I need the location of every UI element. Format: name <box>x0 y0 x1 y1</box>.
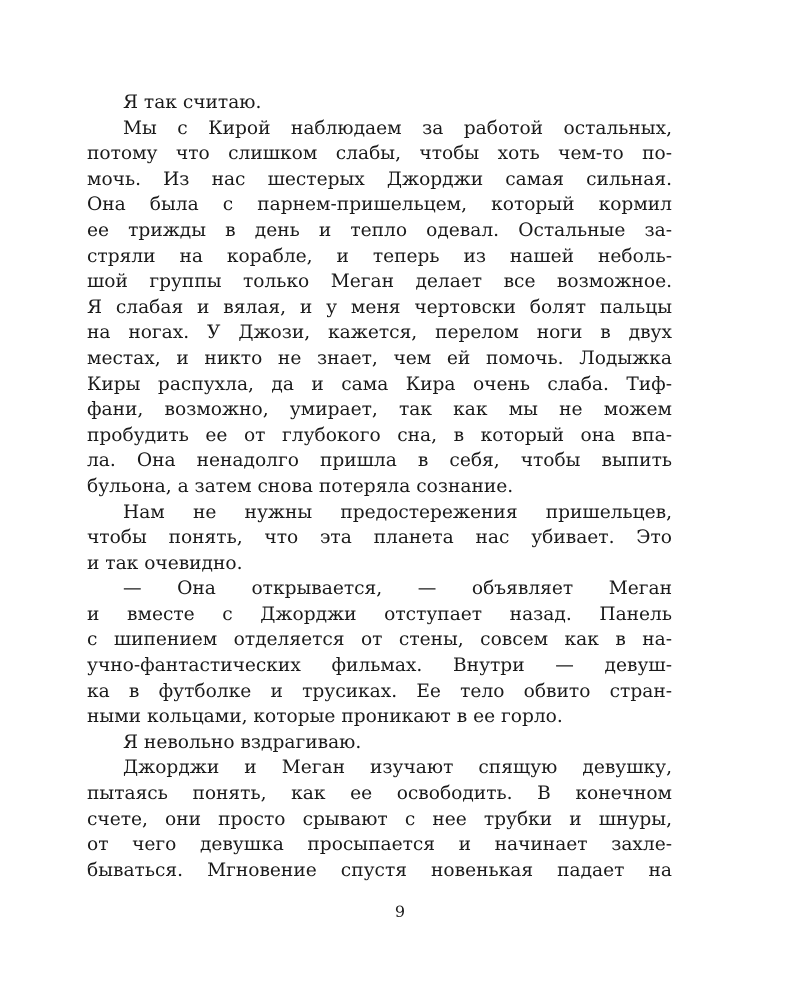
text-line: Я слабая и вялая, и у меня чертовски болят пальцы <box>87 296 672 318</box>
text-line: Джорджи и Меган изучают спящую девушку, <box>123 757 672 779</box>
text-line: бульона, а затем снова потеряла сознание. <box>87 475 514 497</box>
text-line: пробудить ее от глубокого сна, в который она впа- <box>87 424 672 446</box>
page-body <box>87 90 672 883</box>
text-line: шой группы только Меган делает все возможное. <box>87 271 672 293</box>
text-line: мочь. Из нас шестерых Джорджи самая сильная. <box>87 168 672 190</box>
text-line: потому что слишком слабы, чтобы хоть чем-то по- <box>87 143 672 165</box>
text-line: ными кольцами, которые проникают в ее горло. <box>87 706 563 728</box>
text-line: Мы с Кирой наблюдаем за работой остальных, <box>123 117 672 139</box>
text-line: ла. Она ненадолго пришла в себя, чтобы выпить <box>87 450 672 472</box>
text-line: местах, и никто не знает, чем ей помочь. Лодыжка <box>87 347 672 369</box>
text-line: стряли на корабле, и теперь из нашей неболь- <box>87 245 672 267</box>
text-line: фани, возможно, умирает, так как мы не можем <box>87 399 672 421</box>
text-line: ее трижды в день и тепло одевал. Остальные за- <box>87 219 672 241</box>
text-line: пытаясь понять, как ее освободить. В конечном <box>87 783 672 805</box>
text-line: чтобы понять, что эта планета нас убивает. Это <box>87 527 672 549</box>
text-line: и так очевидно. <box>87 552 243 574</box>
text-line: учно-фантастических фильмах. Внутри — девуш- <box>87 655 672 677</box>
text-line: бываться. Мгновение спустя новенькая падает на <box>87 859 672 881</box>
text-line: Нам не нужны предостережения пришельцев, <box>123 501 672 523</box>
text-line: на ногах. У Джози, кажется, перелом ноги в двух <box>87 322 672 344</box>
text-line: Киры распухла, да и сама Кира очень слаба. Тиф- <box>87 373 672 395</box>
text-line: с шипением отделяется от стены, совсем как в на- <box>87 629 672 651</box>
text-line: Она была с парнем-пришельцем, который кормил <box>87 194 672 216</box>
text-line: счете, они просто срывают с нее трубки и шнуры, <box>87 808 672 830</box>
page-number: 9 <box>394 902 406 921</box>
text-line: ка в футболке и трусиках. Ее тело обвито стран- <box>87 680 672 702</box>
text-line: — Она открывается, — объявляет Меган <box>123 578 672 600</box>
text-line: и вместе с Джорджи отступает назад. Панель <box>87 603 672 625</box>
text-line: Я невольно вздрагиваю. <box>123 731 362 753</box>
text-line: Я так считаю. <box>123 92 262 113</box>
text-line: от чего девушка просыпается и начинает захле- <box>87 834 672 856</box>
